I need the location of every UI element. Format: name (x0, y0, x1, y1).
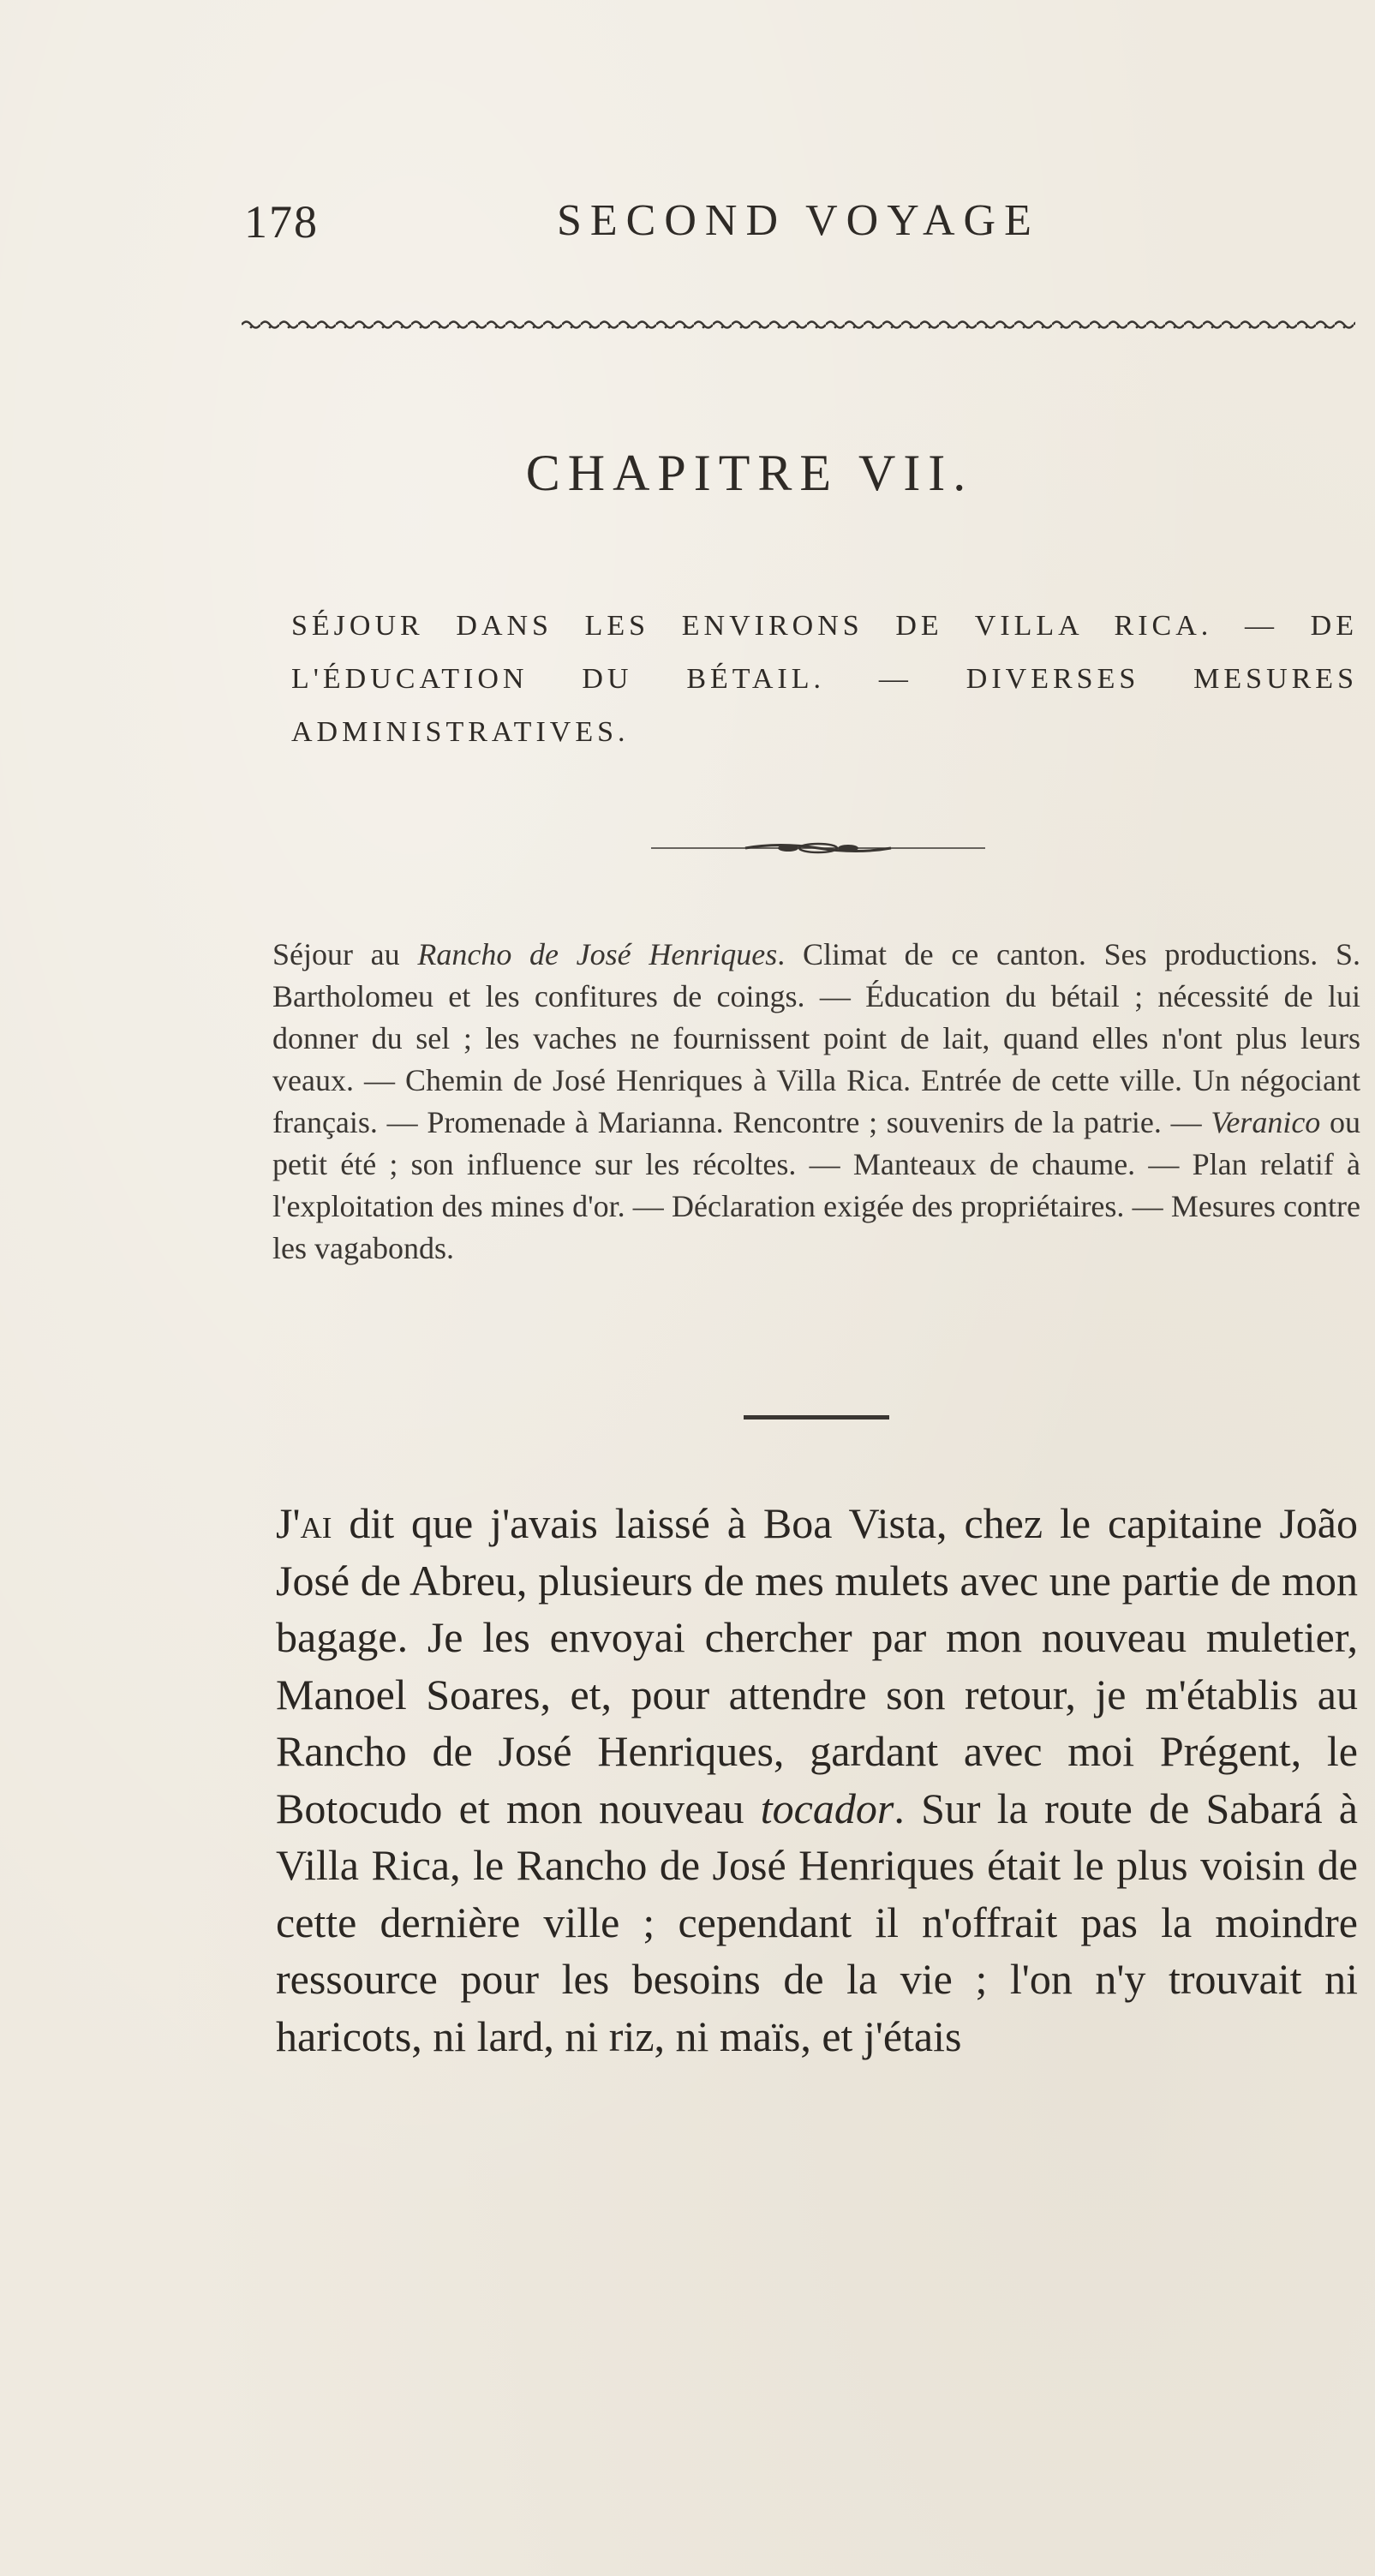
body-paragraph (276, 1495, 1358, 2065)
small-ornament-rule (651, 841, 985, 855)
summary-rancho-name: Rancho de José Henriques (417, 937, 778, 971)
chapter-title: CHAPITRE VII. (525, 445, 974, 501)
summary-part-1: . Climat de ce canton. Ses productions. S. Bartholomeu et les confitures de coings. — Éducation du bétail ; nécessité de lui donner du sel ; les vaches ne fournissent point de lait, quand elles n'ont plus leurs veaux. — Chemin de José Henriques à Villa Rica. Entrée de cette ville. Un négociant français. — Promenade à Marianna. Rencontre ; souvenirs de la patrie. — (272, 937, 1361, 1139)
ornamental-rule (242, 319, 1355, 331)
running-head: SECOND VOYAGE (557, 196, 1040, 245)
body-tocador: tocador (760, 1784, 894, 1832)
body-part-1: dit que j'avais laissé à Boa Vista, chez le capitaine João José de Abreu, plusieurs de mes mulets avec une partie de mon bagage. Je les envoyai chercher par mon nouveau muletier, Manoel Soares, et, pour attendre son retour, je m'établis au Rancho de José Henriques, gardant avec moi Prégent, le Botocudo et mon nouveau (276, 1499, 1358, 1832)
page-number: 178 (244, 196, 319, 248)
summary-part-2: ou petit été ; son influence sur les récoltes. — Manteaux de chaume. — Plan relatif à l'exploitation des mines d'or. — Déclaration exigée des propriétaires. — Mesures contre les vagabonds. (272, 1105, 1361, 1265)
lead-word: J'ai (276, 1499, 332, 1547)
chapter-subtitle: SÉJOUR DANS LES ENVIRONS DE VILLA RICA. — DE L'ÉDUCATION DU BÉTAIL. — DIVERSES MESURES ADMINISTRATIVES. (291, 610, 1358, 748)
body-part-2: . Sur la route de Sabará à Villa Rica, le Rancho de José Henriques était le plus voisin de cette dernière ville ; cependant il n'offrait pas la moindre ressource pour les besoins de la vie ; l'on n'y trouvait ni haricots, ni lard, ni riz, ni maïs, et j'étais (276, 1784, 1358, 2060)
section-divider (744, 1415, 889, 1419)
summary-intro: Séjour au (272, 937, 400, 971)
summary-veranico: Veranico (1211, 1105, 1321, 1139)
chapter-summary (272, 934, 1360, 1270)
